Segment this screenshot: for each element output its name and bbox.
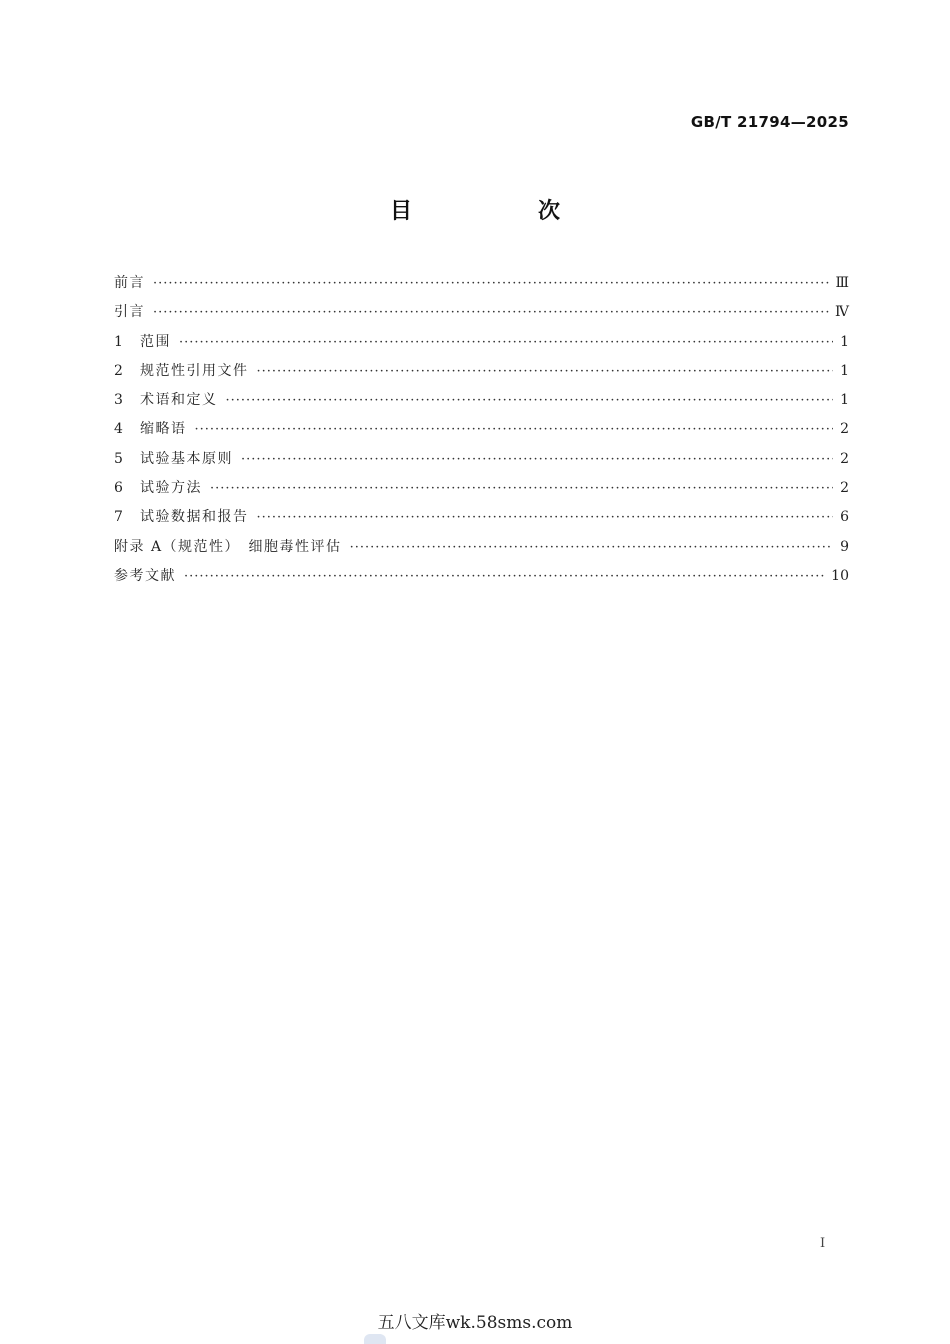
toc-entry-number: 6	[114, 480, 123, 497]
watermark-logo-icon	[364, 1334, 386, 1344]
toc-entry-text: 范围	[140, 333, 171, 350]
toc-entry-page: Ⅲ	[835, 275, 849, 291]
toc-entry-text: 规范性引用文件	[140, 362, 249, 379]
toc-leader-dots	[153, 302, 829, 324]
toc-entry-page: 2	[840, 480, 849, 497]
toc-entry-bibliography[interactable]	[114, 565, 849, 594]
toc-entry-page: 1	[840, 362, 849, 379]
toc-entry-foreword[interactable]	[114, 272, 849, 301]
toc-entry-text: 试验方法	[140, 480, 202, 497]
toc-leader-dots	[241, 449, 833, 471]
toc-entry-text: 试验基本原则	[140, 450, 233, 467]
toc-entry-number: 7	[114, 509, 123, 526]
toc-entry-introduction[interactable]	[114, 301, 849, 330]
toc-leader-dots	[257, 361, 834, 383]
toc-entry-terms-definitions[interactable]	[114, 389, 849, 418]
toc-leader-dots	[184, 566, 825, 588]
toc-entry-page: 1	[840, 392, 849, 409]
page-number: I	[820, 1236, 826, 1251]
toc-entry-number: 3	[114, 392, 123, 409]
toc-entry-normative-references[interactable]	[114, 360, 849, 389]
toc-entry-number: 4	[114, 421, 123, 438]
toc-leader-dots	[210, 478, 833, 500]
toc-entry-text: 附录 A（规范性） 细胞毒性评估	[114, 538, 342, 555]
toc-leader-dots	[257, 507, 834, 529]
toc-entry-test-principles[interactable]	[114, 448, 849, 477]
toc-entry-page: 2	[840, 450, 849, 467]
toc-entry-number: 2	[114, 362, 123, 379]
toc-entry-number: 5	[114, 450, 123, 467]
toc-leader-dots	[179, 332, 833, 354]
toc-entry-abbreviations[interactable]	[114, 418, 849, 447]
toc-leader-dots	[195, 419, 834, 441]
toc-entry-text: 缩略语	[140, 421, 187, 438]
toc-entry-text: 术语和定义	[140, 392, 218, 409]
table-of-contents	[114, 272, 849, 594]
toc-entry-page: 2	[840, 421, 849, 438]
toc-entry-text: 参考文献	[114, 567, 176, 584]
toc-entry-number: 1	[114, 333, 123, 350]
document-code: GB/T 21794—2025	[690, 113, 849, 131]
toc-entry-test-methods[interactable]	[114, 477, 849, 506]
toc-entry-page: 9	[840, 538, 849, 555]
toc-entry-data-report[interactable]	[114, 506, 849, 535]
toc-entry-page: 6	[840, 509, 849, 526]
toc-entry-page: 1	[840, 333, 849, 350]
watermark-text: 五八文库wk.58sms.com	[377, 1313, 573, 1333]
toc-entry-text: 试验数据和报告	[140, 509, 249, 526]
toc-title: 目 次	[389, 199, 612, 224]
toc-entry-text: 引言	[114, 304, 145, 321]
toc-entry-scope[interactable]	[114, 331, 849, 360]
toc-leader-dots	[350, 537, 833, 559]
toc-leader-dots	[153, 273, 829, 295]
toc-leader-dots	[226, 390, 834, 412]
toc-entry-page: 10	[831, 567, 849, 584]
toc-entry-text: 前言	[114, 275, 145, 291]
toc-entry-annex-a[interactable]	[114, 536, 849, 565]
toc-entry-page: Ⅳ	[835, 304, 849, 321]
